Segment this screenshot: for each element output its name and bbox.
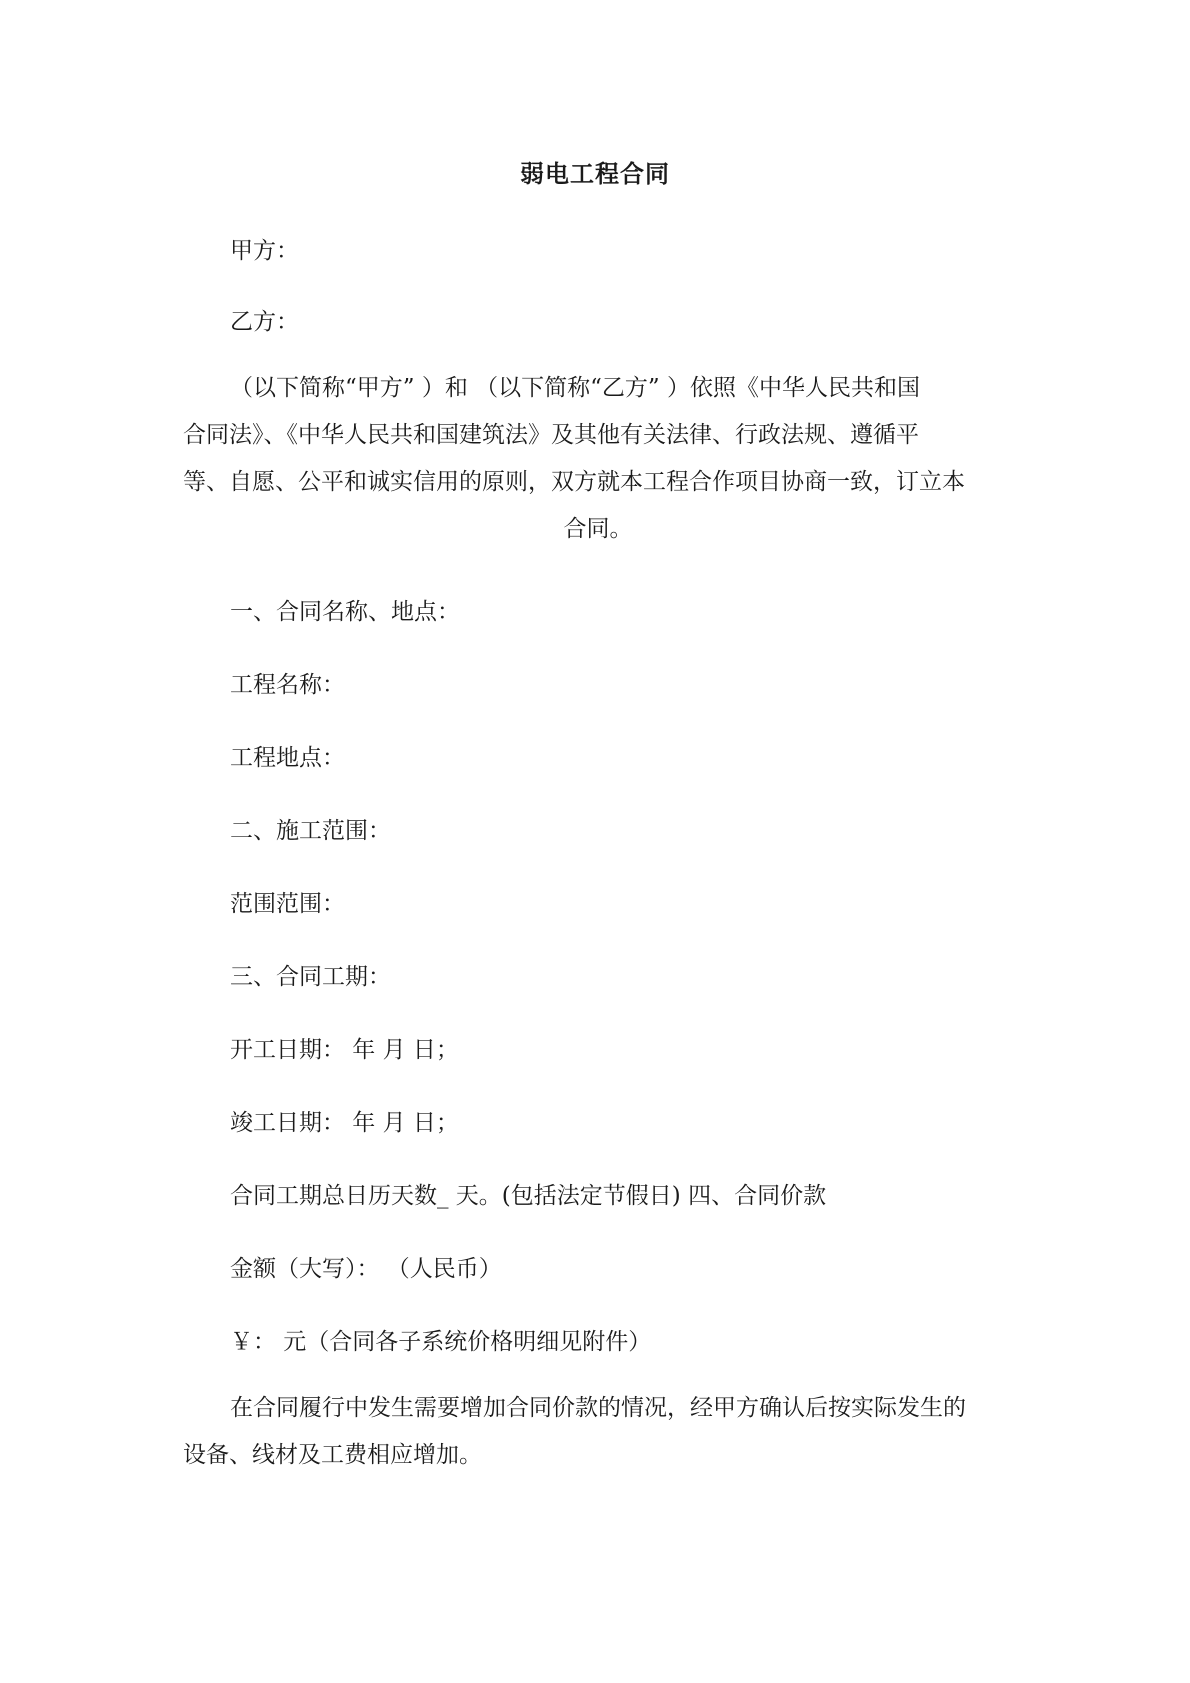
project-location-line: 工程地点：: [230, 745, 345, 771]
intro-line-3: 等、自愿、公平和诚实信用的原则，双方就本工程合作项目协商一致，订立本: [183, 469, 965, 495]
intro-line-4: 合同。: [563, 516, 633, 542]
section-3-heading: 三、合同工期：: [230, 964, 391, 990]
end-date-line: 竣工日期： 年 月 日；: [230, 1110, 459, 1136]
section-2-heading: 二、施工范围：: [230, 818, 391, 844]
increase-line-1: 在合同履行中发生需要增加合同价款的情况，经甲方确认后按实际发生的: [230, 1395, 966, 1421]
section-1-heading: 一、合同名称、地点：: [230, 599, 460, 625]
price-increase-paragraph: [183, 1385, 1013, 1479]
amount-words-line: 金额（大写）： （人民币）: [230, 1256, 502, 1282]
scope-line: 范围范围：: [230, 891, 345, 917]
increase-line-2: 设备、线材及工费相应增加。: [183, 1442, 482, 1468]
intro-line-1: （以下简称“甲方” ）和 （以下简称“乙方” ）依照《中华人民共和国: [230, 375, 920, 401]
project-name-line: 工程名称：: [230, 672, 345, 698]
party-b-line: 乙方：: [230, 309, 299, 335]
start-date-line: 开工日期： 年 月 日；: [230, 1037, 459, 1063]
party-a-line: 甲方：: [230, 238, 299, 264]
intro-line-2: 合同法》、《中华人民共和国建筑法》及其他有关法律、行政法规、遵循平: [183, 422, 919, 448]
document-title: 弱电工程合同: [520, 159, 670, 188]
amount-yuan-line: ￥： 元（合同各子系统价格明细见附件）: [230, 1329, 652, 1355]
intro-paragraph: [183, 365, 1013, 553]
total-days-line: 合同工期总日历天数_ 天。(包括法定节假日) 四、合同价款: [230, 1183, 827, 1209]
